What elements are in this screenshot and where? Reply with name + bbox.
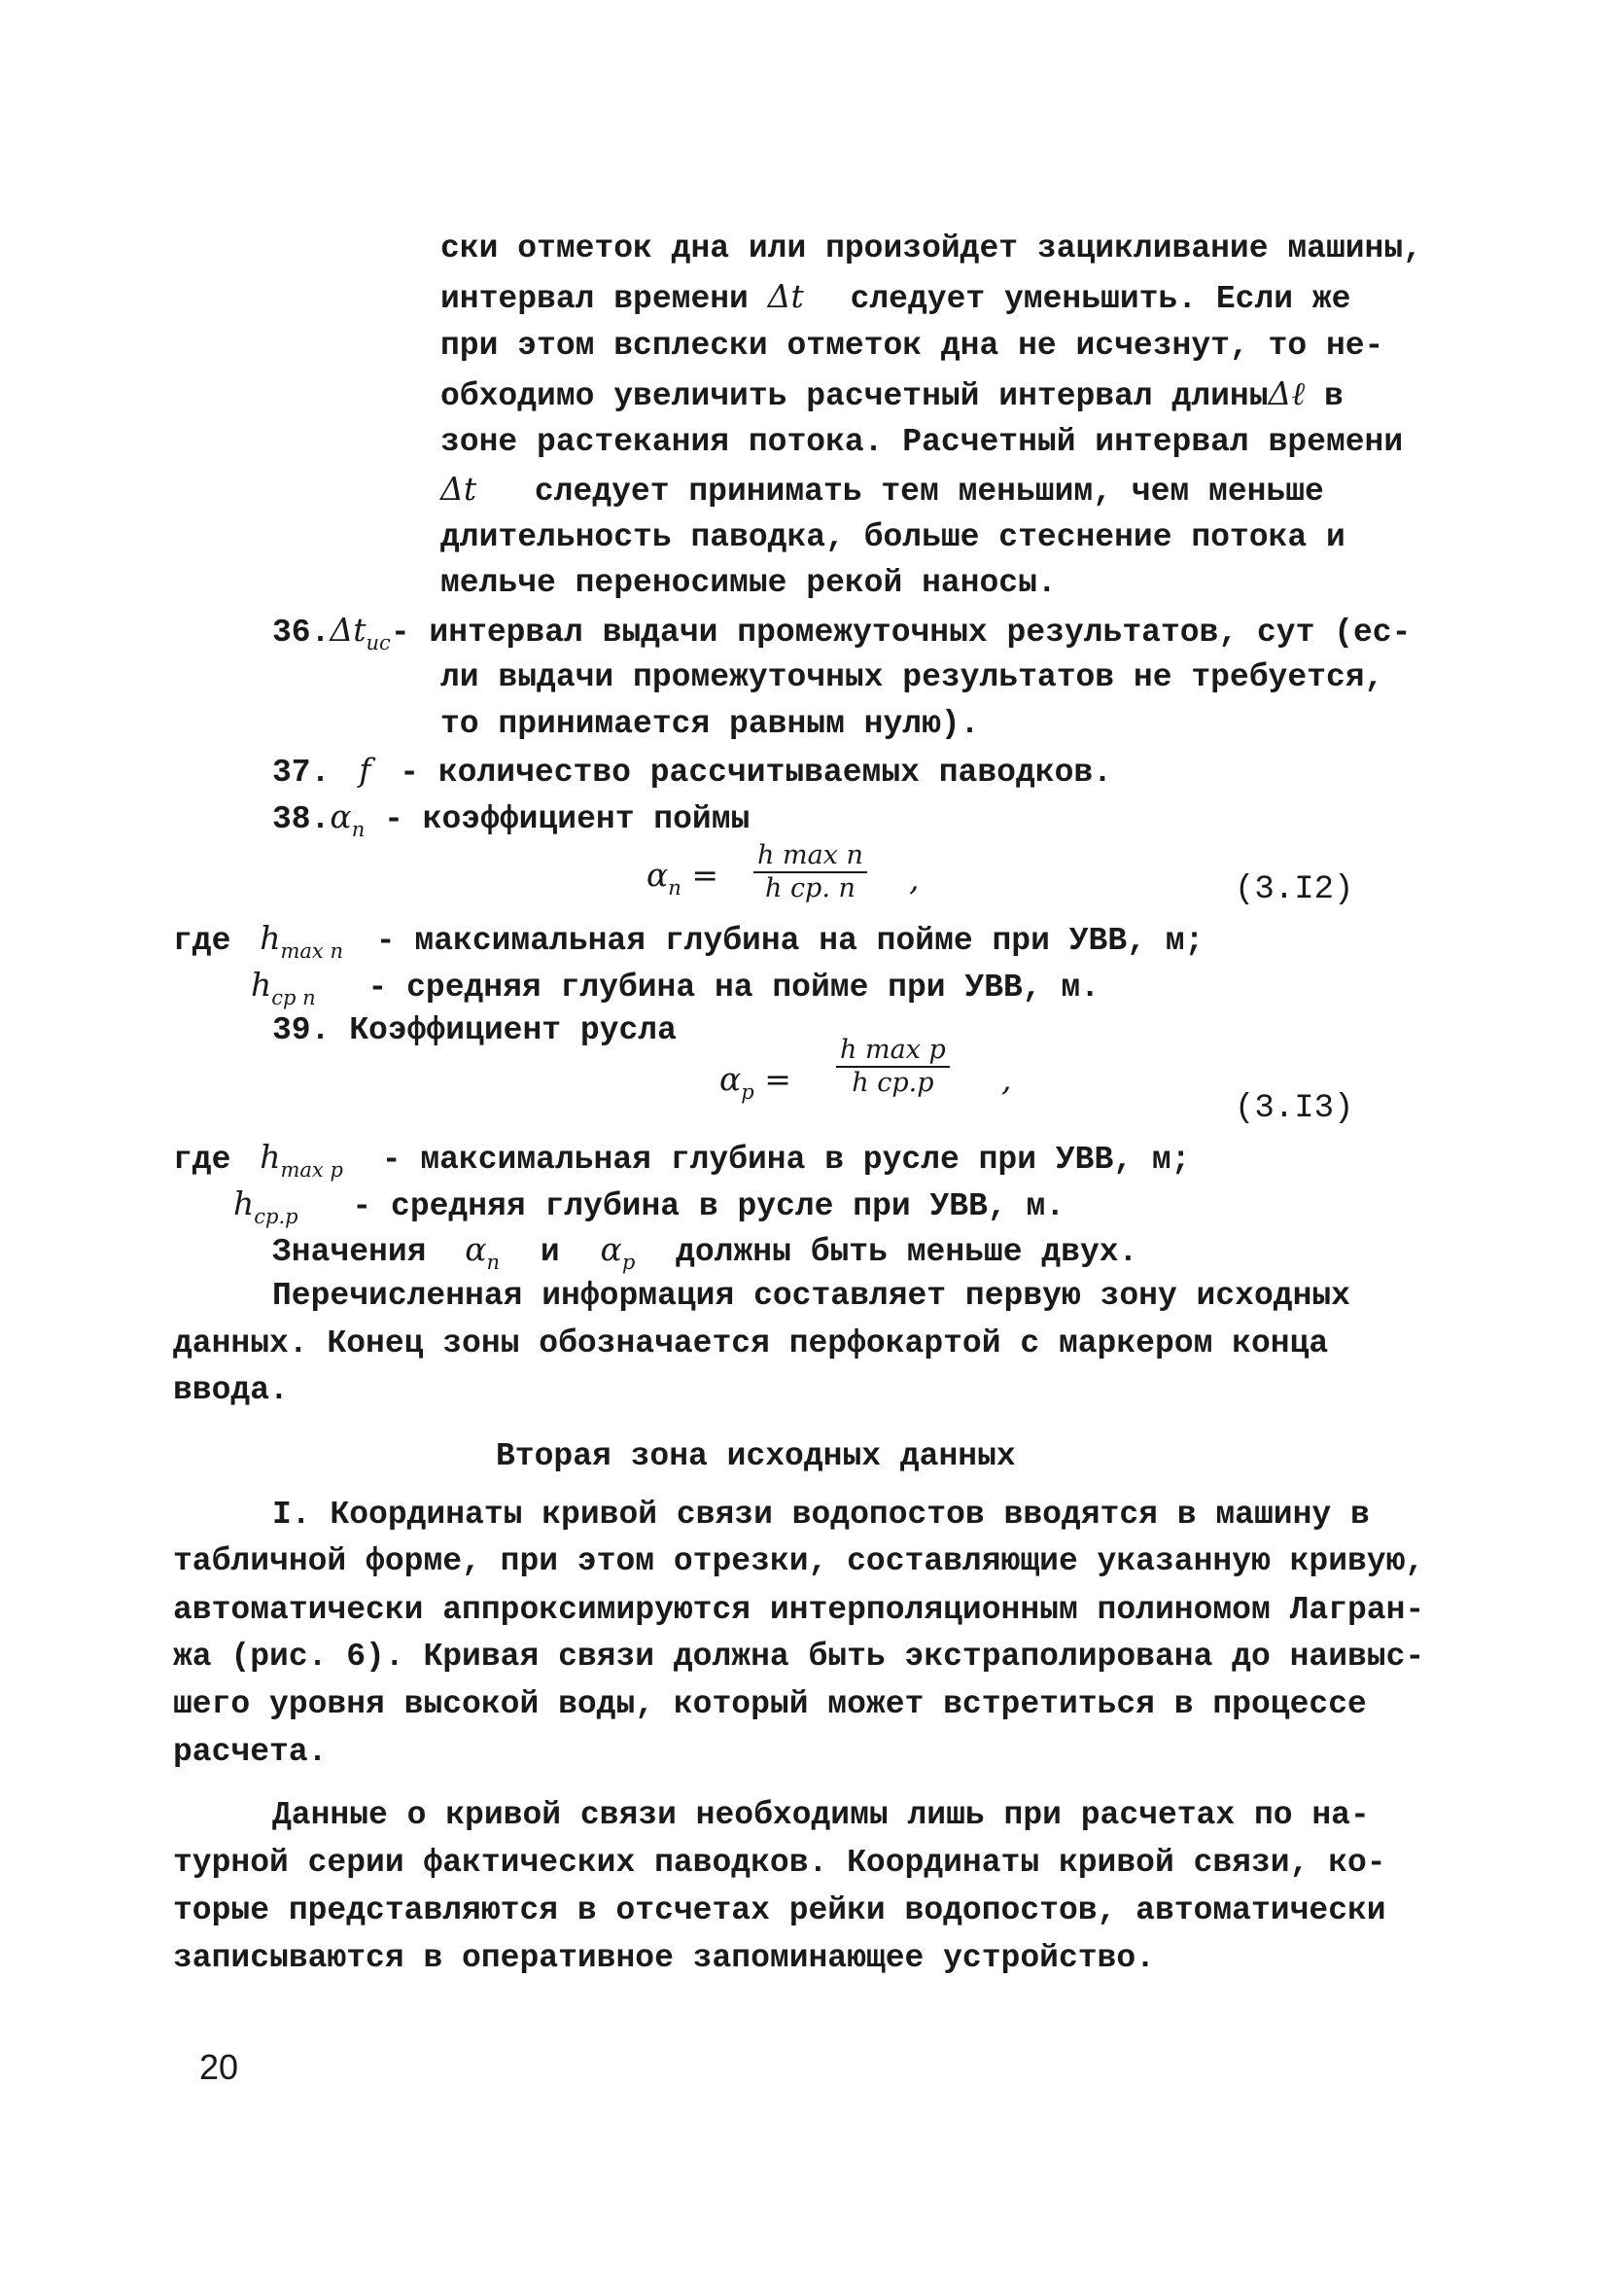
text-line: табличной форме, при этом отрезки, составляющие указанную кривую, (173, 1543, 1425, 1579)
text-segment: следует принимать тем меньшим, чем меньше (534, 474, 1324, 510)
text-line: длительность паводка, больше стеснение потока и (440, 519, 1345, 555)
text-line: ли выдачи промежуточных результатов не требуется, (440, 659, 1384, 695)
numerator: h max п (753, 840, 867, 873)
list-item-37 (272, 751, 1112, 793)
delta-t-symbol: Δt (330, 611, 367, 649)
h-symbol: h (260, 919, 281, 957)
item-number: 37. (272, 755, 331, 791)
definition-line (173, 919, 1204, 971)
text-line: мельче переносимые рекой наносы. (440, 565, 1057, 601)
formula-lhs (719, 1060, 791, 1112)
text-line: жа (рис. 6). Кривая связи должна быть экстраполирована до наивыс- (173, 1639, 1425, 1675)
text-line: записываются в оперативное запоминающее устройство. (173, 1940, 1155, 1976)
fraction (753, 840, 867, 904)
text-line: зоне растекания потока. Расчетный интервал времени (440, 424, 1404, 460)
symbol-subscript: ср п (271, 986, 316, 1009)
fraction (836, 1035, 950, 1099)
symbol-subscript: ис (366, 631, 391, 654)
text-line: автоматически аппроксимируются интерполяционным полиномом Лагран- (173, 1592, 1425, 1628)
text-line: торые представляются в отсчетах рейки водопостов, автоматически (173, 1892, 1386, 1928)
delta-t-symbol: Δt (767, 277, 804, 315)
where-word: где (173, 1142, 231, 1178)
alpha-symbol: α (330, 797, 352, 835)
symbol-subscript: max р (280, 1158, 343, 1182)
text-segment: - интервал выдачи промежуточных результатов, сут (ес- (390, 615, 1412, 651)
text-line: данных. Конец зоны обозначается перфокартой с маркером конца (173, 1325, 1329, 1361)
text-segment: и (540, 1234, 560, 1270)
values-note (272, 1230, 1137, 1282)
symbol-subscript: р (621, 1251, 636, 1274)
alpha-symbol: α (719, 1060, 742, 1098)
equation-label: (3.I3) (1235, 1090, 1354, 1127)
symbol-subscript: max п (280, 939, 343, 963)
text-segment: обходимо увеличить расчетный интервал длины (440, 378, 1269, 414)
definition-line (251, 966, 1100, 1017)
formula-comma: , (909, 860, 920, 898)
text-segment: следует уменьшить. Если же (850, 281, 1351, 317)
list-item-38 (272, 797, 750, 849)
symbol-subscript: р (741, 1080, 754, 1104)
text-segment: - средняя глубина в русле при УВВ, м. (352, 1188, 1066, 1224)
text-segment: - максимальная глубина на пойме при УВВ, м; (375, 923, 1205, 959)
symbol-subscript: п (668, 876, 681, 900)
text-line (440, 277, 1350, 319)
text-line: Перечисленная информация составляет первую зону исходных (272, 1278, 1350, 1314)
numerator: h max р (836, 1035, 950, 1068)
text-line: то принимается равным нулю). (440, 706, 980, 742)
text-segment: Значения (272, 1234, 427, 1270)
symbol-subscript: ср.р (254, 1205, 298, 1228)
text-line: турной серии фактических паводков. Координаты кривой связи, ко- (173, 1845, 1386, 1881)
text-segment: должны быть меньше двух. (676, 1234, 1138, 1270)
text-segment: - количество рассчитываемых паводков. (400, 755, 1112, 791)
text-segment: - средняя глубина на пойме при УВВ, м. (367, 970, 1100, 1006)
text-line: расчета. (173, 1734, 328, 1770)
page-number: 20 (199, 2047, 239, 2087)
text-line: ски отметок дна или произойдет зацикливание машины, (440, 230, 1422, 266)
text-segment: в (1323, 378, 1344, 414)
text-segment: интервал времени (440, 281, 749, 317)
formula-comma: , (1001, 1060, 1012, 1098)
symbol-subscript: п (351, 818, 366, 841)
text-line: шего уровня высокой воды, который может встретиться в процессе (173, 1686, 1367, 1722)
where-word: где (173, 923, 231, 959)
h-symbol: h (233, 1184, 255, 1222)
equals-sign: = (764, 1060, 791, 1098)
text-line: при этом всплески отметок дна не исчезнут, то не- (440, 328, 1384, 364)
section-title: Вторая зона исходных данных (496, 1438, 1016, 1474)
symbol-subscript: п (486, 1251, 501, 1274)
formula-lhs (646, 856, 718, 907)
text-line: Данные о кривой связи необходимы лишь при расчетах по на- (272, 1797, 1370, 1833)
list-item-39: 39. Коэффициент русла (272, 1012, 677, 1048)
equation-label: (3.I2) (1235, 871, 1354, 908)
text-line: I. Координаты кривой связи водопостов вводятся в машину в (272, 1497, 1370, 1533)
alpha-symbol: α (600, 1230, 622, 1268)
denominator: h ср. п (764, 873, 856, 903)
h-symbol: h (260, 1138, 281, 1176)
denominator: h ср.р (852, 1068, 934, 1098)
equals-sign: = (691, 856, 718, 894)
text-segment: - коэффициент поймы (384, 801, 751, 837)
text-line (440, 374, 1344, 416)
item-number: 36. (272, 615, 331, 651)
text-line (440, 470, 1324, 512)
definition-line (233, 1184, 1065, 1236)
item-number: 38. (272, 801, 331, 837)
delta-l-symbol: Δℓ (1268, 374, 1306, 412)
alpha-symbol: α (646, 856, 669, 894)
text-segment: - максимальная глубина в русле при УВВ, м; (381, 1142, 1191, 1178)
f-symbol: f (359, 751, 371, 789)
alpha-symbol: α (465, 1230, 487, 1268)
definition-line (173, 1138, 1190, 1189)
list-item-36 (272, 611, 1411, 662)
delta-t-symbol: Δt (440, 470, 477, 508)
h-symbol: h (251, 966, 272, 1004)
text-line: ввода. (173, 1372, 289, 1408)
